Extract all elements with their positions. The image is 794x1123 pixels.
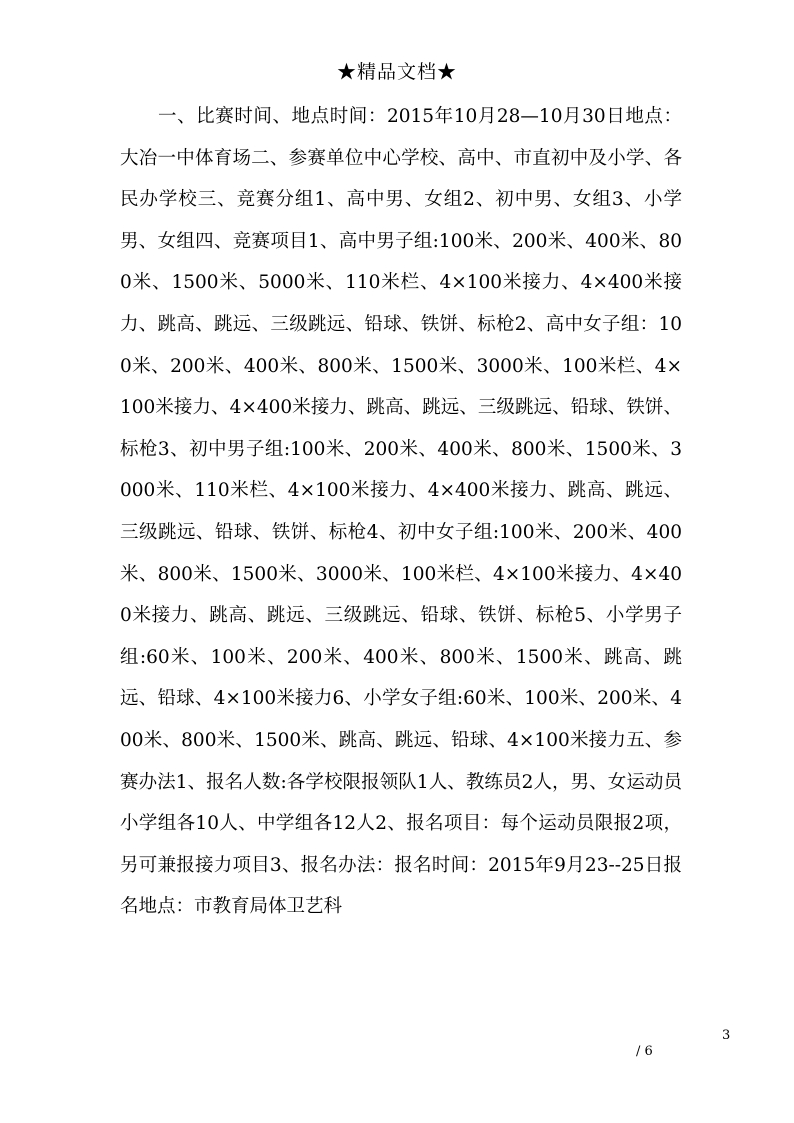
page-total: / 6	[636, 1044, 653, 1059]
body-paragraph: 一、比赛时间、地点时间：2015年10月28—10月30日地点：大冶一中体育场二、参赛单位中心学校、高中、市直初中及小学、各民办学校三、竞赛分组1、高中男、女组2、初中男、女组3、小学男、女组四、竞赛项目1、高中男子组:100米、200米、400米、800米、1500米、5000米、110米栏、4×100米接力、4×400米接力、跳高、跳远、三级跳远、铅球、铁饼、标枪2、高中女子组：100米、200米、400米、800米、1500米、3000米、100米栏、4×100米接力、4×400米接力、跳高、跳远、三级跳远、铅球、铁饼、标枪3、初中男子组:100米、200米、400米、800米、1500米、3000米、110米栏、4×100米接力、4×400米接力、跳高、跳远、三级跳远、铅球、铁饼、标枪4、初中女子组:100米、200米、400米、800米、1500米、3000米、100米栏、4×100米接力、4×400米接力、跳高、跳远、三级跳远、铅球、铁饼、标枪5、小学男子组:60米、100米、200米、400米、800米、1500米、跳高、跳远、铅球、4×100米接力6、小学女子组:60米、100米、200米、400米、800米、1500米、跳高、跳远、铅球、4×100米接力五、参赛办法1、报名人数:各学校限报领队1人、教练员2人，男、女运动员小学组各10人、中学组各12人2、报名项目：每个运动员限报2项，另可兼报接力项目3、报名办法：报名时间：2015年9月23--25日报名地点：市教育局体卫艺科	[120, 106, 682, 918]
document-header: ★精品文档★	[336, 61, 457, 83]
page-number: 3	[722, 1028, 731, 1043]
